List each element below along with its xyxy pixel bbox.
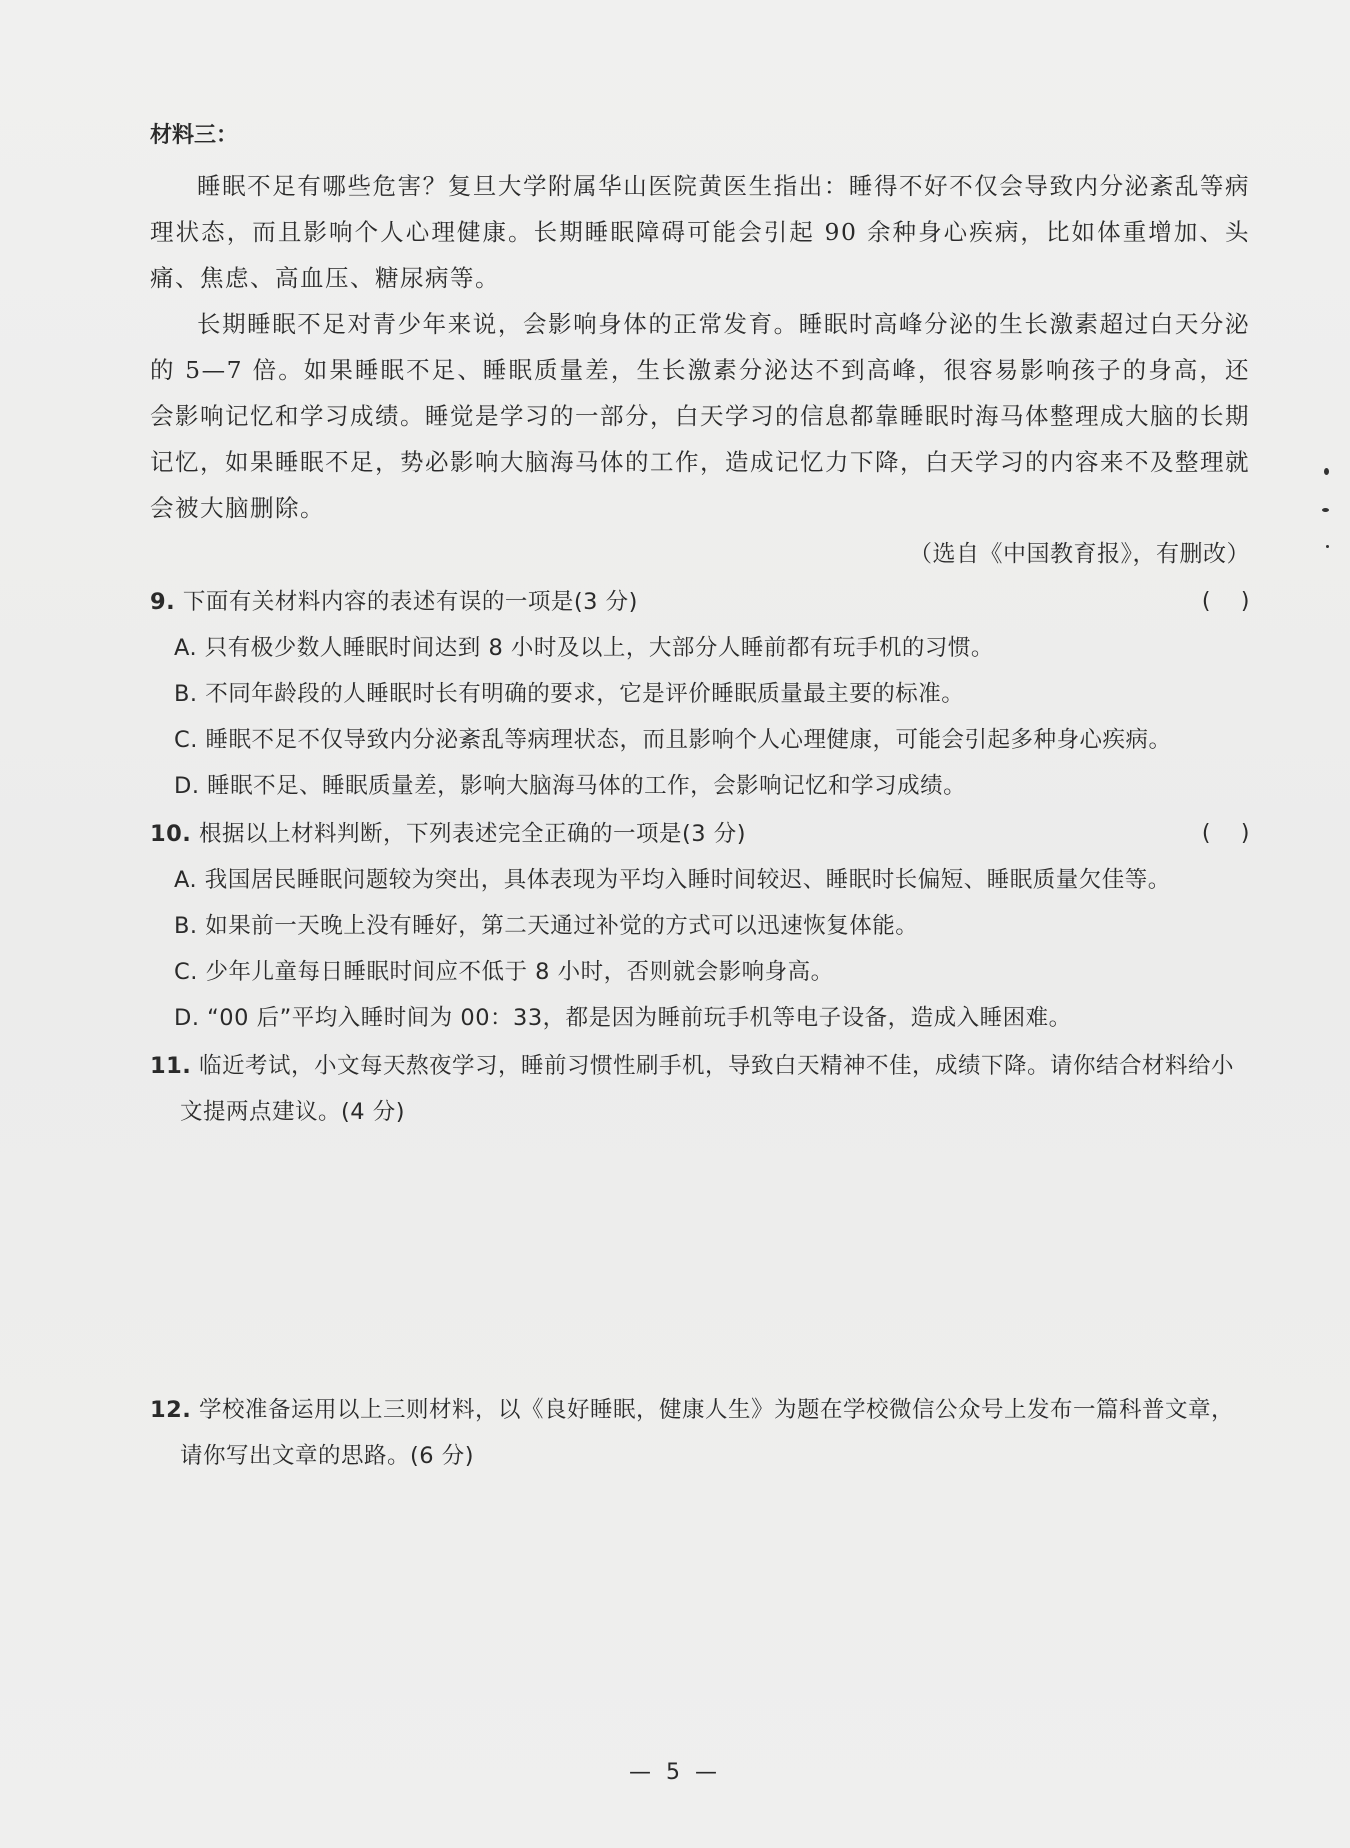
material-paragraph-1: 睡眠不足有哪些危害？复旦大学附属华山医院黄医生指出：睡得不好不仅会导致内分泌紊乱等病理状态，而且影响个人心理健康。长期睡眠障碍可能会引起 90 余种身心疾病，比如体重增加、头痛、焦虑、高血压、糖尿病等。 xyxy=(150,172,1250,292)
answer-bracket[interactable]: ( ) xyxy=(1201,821,1250,846)
question-text: 根据以上材料判断，下列表述完全正确的一项是(3 分) xyxy=(199,821,747,847)
answer-bracket[interactable]: ( ) xyxy=(1201,589,1250,614)
question-number: 10. xyxy=(150,821,192,847)
option-d: D. 睡眠不足、睡眠质量差，影响大脑海马体的工作，会影响记忆和学习成绩。 xyxy=(174,773,967,799)
question-11 xyxy=(150,1043,1250,1385)
question-9-stem xyxy=(150,579,1250,625)
question-11-stem xyxy=(150,1043,1250,1135)
margin-speck xyxy=(1324,468,1329,475)
option-b: B. 不同年龄段的人睡眠时长有明确的要求，它是评价睡眠质量最主要的标准。 xyxy=(174,681,965,707)
question-number: 11. xyxy=(150,1053,192,1079)
question-text: 下面有关材料内容的表述有误的一项是(3 分) xyxy=(182,589,638,615)
page-number: — 5 — xyxy=(629,1760,721,1785)
question-10 xyxy=(150,811,1250,1041)
material-paragraph-2: 长期睡眠不足对青少年来说，会影响身体的正常发育。睡眠时高峰分泌的生长激素超过白天分泌的 5—7 倍。如果睡眠不足、睡眠质量差，生长激素分泌达不到高峰，很容易影响孩子的身高，还会影响记忆和学习成绩。睡觉是学习的一部分，白天学习的信息都靠睡眠时海马体整理成大脑的长期记忆，如果睡眠不足，势必影响大脑海马体的工作，造成记忆力下降，白天学习的内容来不及整理就会被大脑删除。 xyxy=(150,310,1250,522)
margin-speck xyxy=(1322,508,1329,512)
question-12 xyxy=(150,1387,1250,1779)
question-12-stem xyxy=(150,1387,1250,1479)
question-text: 学校准备运用以上三则材料，以《良好睡眠，健康人生》为题在学校微信公众号上发布一篇科普文章，请你写出文章的思路。(6 分) xyxy=(180,1397,1235,1469)
option-a: A. 只有极少数人睡眠时间达到 8 小时及以上，大部分人睡前都有玩手机的习惯。 xyxy=(174,635,994,661)
option-c: C. 少年儿童每日睡眠时间应不低于 8 小时，否则就会影响身高。 xyxy=(174,959,834,985)
option-c: C. 睡眠不足不仅导致内分泌紊乱等病理状态，而且影响个人心理健康，可能会引起多种身心疾病。 xyxy=(174,727,1172,753)
option-b: B. 如果前一天晚上没有睡好，第二天通过补觉的方式可以迅速恢复体能。 xyxy=(174,913,919,939)
question-number: 12. xyxy=(150,1397,192,1423)
margin-speck xyxy=(1326,545,1329,548)
question-9 xyxy=(150,579,1250,809)
option-a: A. 我国居民睡眠问题较为突出，具体表现为平均入睡时间较迟、睡眠时长偏短、睡眠质量欠佳等。 xyxy=(174,867,1171,893)
material-heading: 材料三： xyxy=(150,123,239,148)
material-source: （选自《中国教育报》，有删改） xyxy=(909,541,1250,567)
page-content xyxy=(150,118,1250,1779)
option-d: D. “00 后”平均入睡时间为 00：33，都是因为睡前玩手机等电子设备，造成入睡困难。 xyxy=(174,1005,1072,1031)
question-number: 9. xyxy=(150,589,176,615)
question-10-stem xyxy=(150,811,1250,857)
answer-area-11[interactable] xyxy=(150,1135,1250,1385)
question-text: 临近考试，小文每天熬夜学习，睡前习惯性刷手机，导致白天精神不佳，成绩下降。请你结合材料给小文提两点建议。(4 分) xyxy=(180,1053,1235,1125)
answer-area-12[interactable] xyxy=(150,1479,1250,1779)
